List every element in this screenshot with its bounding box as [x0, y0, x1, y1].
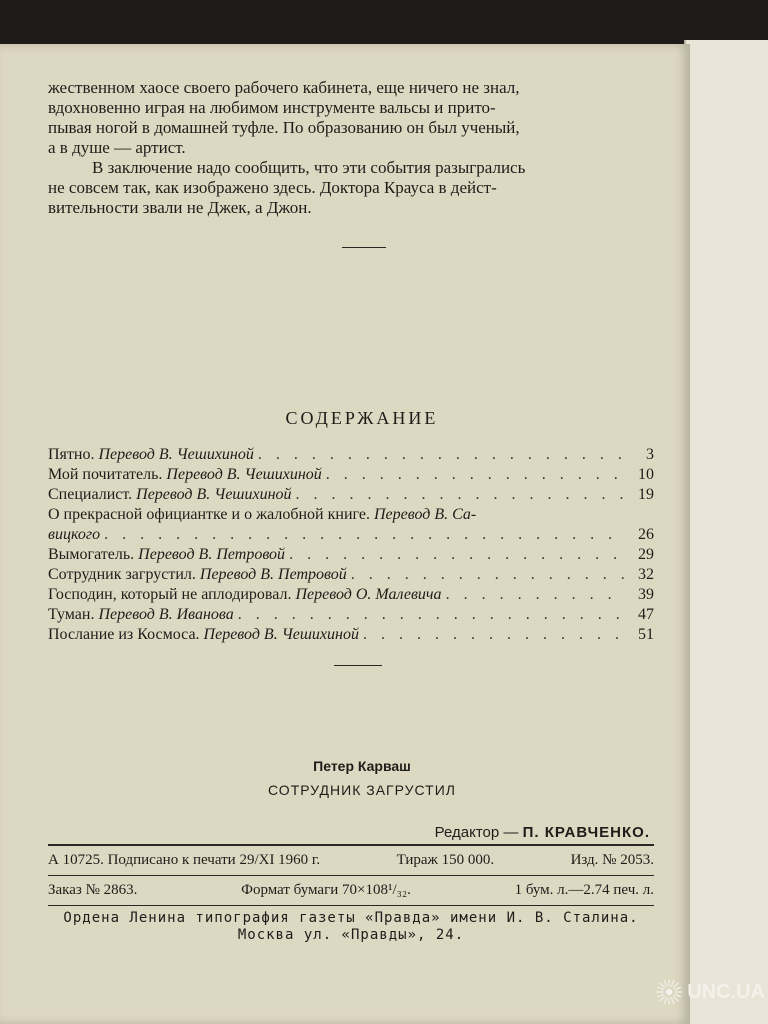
paragraph-continued: [48, 78, 654, 158]
paper-format: Формат бумаги 70×108¹/₃₂.: [241, 882, 411, 898]
editor-label: Редактор —: [434, 824, 519, 841]
printer-address: Москва ул. «Правды», 24.: [237, 927, 465, 943]
toc-entry: [48, 585, 654, 605]
order-number: Заказ № 2863.: [48, 882, 138, 898]
toc-entry-title: Сотрудник загрустил.: [48, 566, 196, 583]
editor-credit: [435, 824, 650, 841]
book-page: [0, 44, 690, 1024]
toc-entry-page: 26: [638, 526, 654, 543]
toc-entry: [48, 465, 654, 485]
toc-entry: [48, 545, 654, 565]
toc-entry-page: 19: [638, 486, 654, 503]
sheet-count: 1 бум. л.—2.74 печ. л.: [514, 882, 654, 898]
dot-leader: [104, 525, 624, 545]
printer-info: [48, 910, 654, 944]
print-run: Тираж 150 000.: [396, 852, 495, 868]
toc-entry-title: Мой почитатель.: [48, 466, 163, 483]
toc-entry: [48, 605, 654, 625]
book-title: СОТРУДНИК ЗАГРУСТИЛ: [268, 782, 456, 798]
toc-entry-translator: Перевод В. Са-: [373, 506, 477, 523]
toc-entry: [48, 505, 654, 545]
imprint-line: [48, 882, 654, 899]
toc-entry-title: Пятно.: [48, 446, 95, 463]
watermark-text: UNC.UA: [687, 980, 765, 1003]
toc-entry: [48, 625, 654, 645]
toc-entry-page: 32: [638, 566, 654, 583]
body-line: не совсем так, как изображено здесь. Доктора Крауса в дейст-: [48, 178, 497, 197]
imprint-top-rule: [48, 844, 654, 846]
toc-entry-translator: Перевод В. Петровой: [199, 566, 347, 583]
toc-entry-translator: Перевод В. Иванова: [98, 606, 234, 623]
toc-entry-page: 39: [638, 586, 654, 603]
body-line: вительности звали не Джек, а Джон.: [48, 198, 312, 217]
body-line: В заключение надо сообщить, что эти события разыгрались: [92, 158, 526, 177]
printer-line: Ордена Ленина типография газеты «Правда» имени И. В. Сталина.: [63, 910, 639, 926]
toc-entry-translator: Перевод В. Чешихиной: [136, 486, 292, 503]
publisher-number: Изд. № 2053.: [570, 852, 654, 868]
toc-entry-page: 29: [638, 546, 654, 563]
body-line: а в душе — артист.: [48, 138, 186, 157]
toc-entry-page: 3: [646, 446, 654, 463]
table-of-contents: [48, 445, 654, 645]
toc-entry-title: О прекрасной официантке и о жалобной книге.: [48, 506, 370, 523]
site-watermark: [655, 966, 765, 1018]
toc-entry-translator: Перевод В. Чешихиной: [203, 626, 359, 643]
dot-leader: [238, 605, 624, 625]
section-divider: [342, 247, 386, 248]
body-line: жественном хаосе своего рабочего кабинета, еще ничего не знал,: [48, 78, 520, 97]
toc-heading: СОДЕРЖАНИЕ: [285, 408, 439, 428]
signed-to-print: А 10725. Подписано к печати 29/XI 1960 г.: [48, 852, 321, 868]
toc-entry-page: 10: [638, 466, 654, 483]
editor-name: П. КРАВЧЕНКО.: [522, 824, 650, 841]
dot-leader: [296, 485, 624, 505]
toc-entry-title: Послание из Космоса.: [48, 626, 200, 643]
toc-entry-translator: Перевод В. Чешихиной: [166, 466, 322, 483]
toc-entry-title: Специалист.: [48, 486, 133, 503]
dot-leader: [326, 465, 624, 485]
imprint-line: [48, 852, 654, 869]
author-name: Петер Карваш: [313, 758, 411, 774]
toc-entry-page: 47: [638, 606, 654, 623]
dot-leader: [258, 445, 624, 465]
toc-entry-translator: Перевод В. Петровой: [138, 546, 286, 563]
toc-entry-title: Туман.: [48, 606, 95, 623]
body-line: пывая ногой в домашней туфле. По образованию он был ученый,: [48, 118, 520, 137]
imprint-bottom-rule: [48, 905, 654, 906]
toc-entry-translator: Перевод В. Чешихиной: [98, 446, 254, 463]
body-line: вдохновенно играя на любимом инструменте вальсы и прито-: [48, 98, 496, 117]
dot-leader: [363, 625, 624, 645]
imprint-mid-rule: [48, 875, 654, 876]
toc-entry-page: 51: [638, 626, 654, 643]
toc-entry: [48, 565, 654, 585]
toc-entry-translator: Перевод О. Малевича: [295, 586, 442, 603]
paragraph-conclusion: [48, 158, 654, 218]
toc-entry: [48, 485, 654, 505]
dot-leader: [289, 545, 624, 565]
toc-entry: [48, 445, 654, 465]
toc-entry-translator-cont: вицкого: [48, 526, 101, 543]
section-divider: [334, 665, 382, 666]
dot-leader: [351, 565, 624, 585]
toc-entry-title: Вымогатель.: [48, 546, 135, 563]
toc-entry-title: Господин, который не аплодировал.: [48, 586, 292, 603]
dot-leader: [446, 585, 624, 605]
sunburst-icon: [655, 974, 683, 1010]
next-page-edge: [684, 40, 768, 1024]
